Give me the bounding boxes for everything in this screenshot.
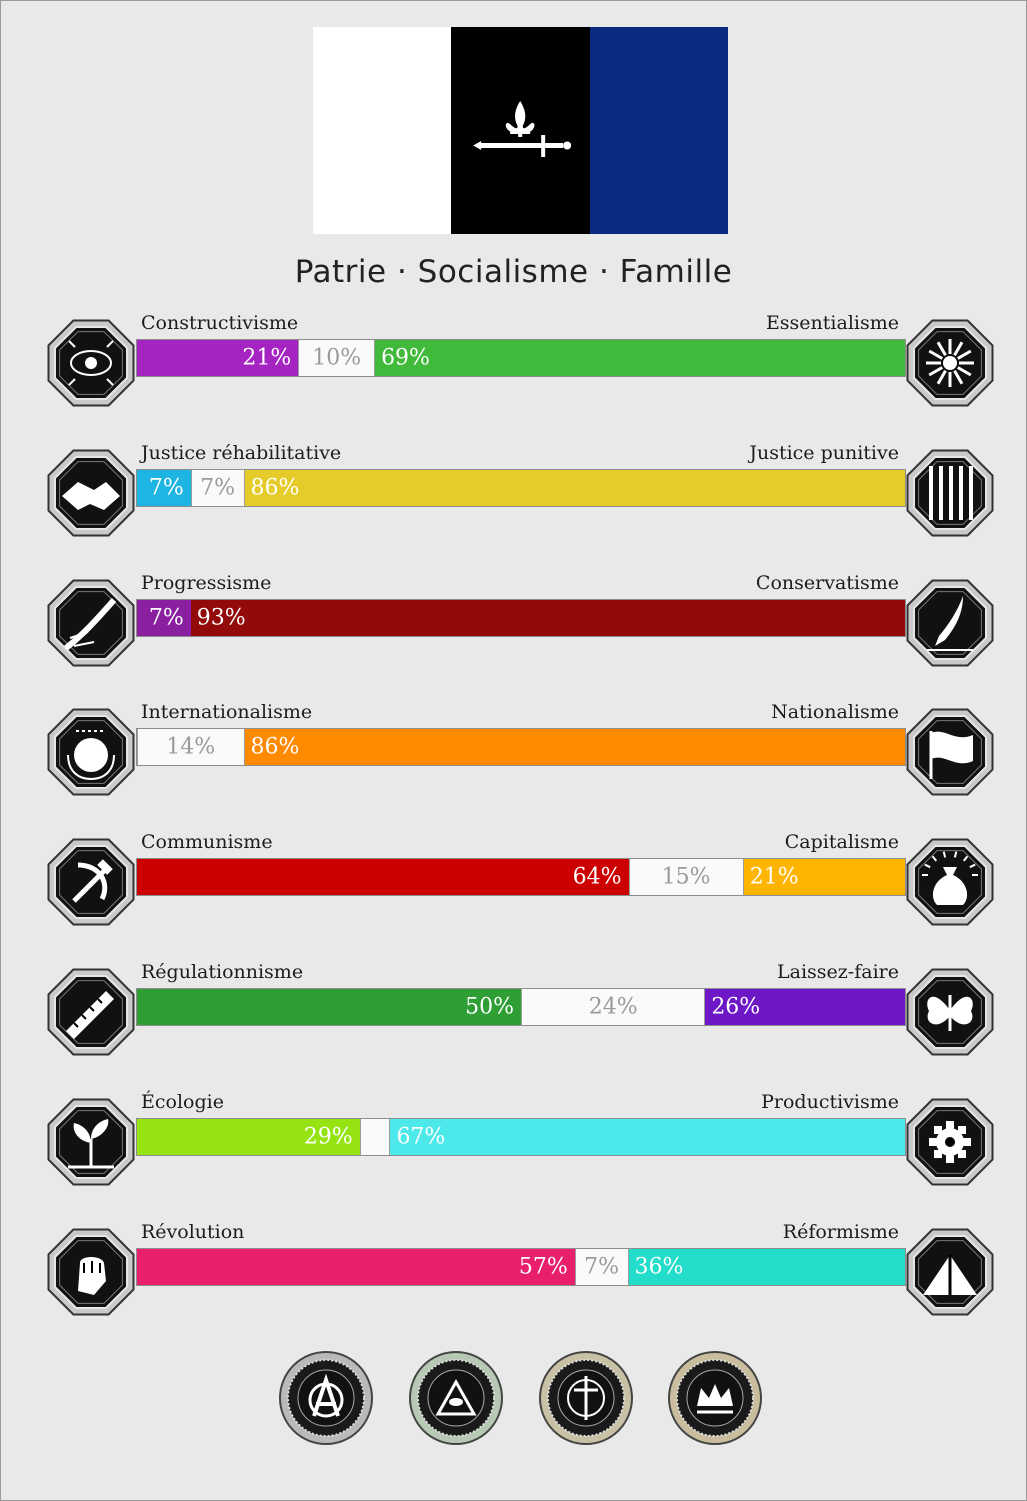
axis-bar [136,1118,906,1156]
bar-segment-center-value: 14% [166,734,216,760]
fist-icon [44,1225,138,1319]
bar-segment-right-value: 36% [634,1254,684,1280]
bar-segment-left [137,989,521,1025]
axis-right-label: Réformisme [782,1220,899,1243]
gear-icon [903,1095,997,1189]
bar-segment-right-value: 69% [381,345,430,371]
bar-segment-left [137,1119,360,1155]
bar-segment-right [375,340,905,376]
axis-bar [136,599,906,637]
bar-segment-right-value: 86% [250,475,300,501]
axis-row [0,831,1027,931]
axis-row [0,701,1027,801]
bar-segment-right [191,600,905,636]
quill-icon [903,576,997,670]
page-title: Patrie · Socialisme · Famille [294,254,733,290]
bar-segment-left-value: 50% [465,994,514,1020]
bar-segment-left-value: 7% [148,605,184,631]
axis-bar [136,339,906,377]
bar-segment-left [137,859,629,895]
bar-segment-left [137,1249,575,1285]
bar-segment-center-value: 7% [200,475,236,501]
axis-bar [136,728,906,766]
compass-cross-seal-icon [538,1350,634,1446]
axis-row [0,961,1027,1061]
bar-segment-center [298,340,375,376]
axis-row [0,1091,1027,1191]
bar-segment-center-value: 15% [661,864,711,890]
bar-segment-right [245,729,905,765]
comet-icon [44,576,138,670]
bar-segment-center [521,989,705,1025]
bar-segment-right [629,1249,905,1285]
bar-segment-right-value: 93% [196,605,246,631]
handshake-icon [44,446,138,540]
axis-row [0,1221,1027,1321]
hammer-sickle-icon [44,835,138,929]
flag-stripe-left [313,27,451,234]
bar-segment-center [360,1119,391,1155]
crown-seal-icon [667,1350,763,1446]
globe-icon [44,705,138,799]
axis-row [0,572,1027,672]
bar-segment-right [390,1119,905,1155]
axis-row [0,442,1027,542]
bar-segment-center-value: 7% [584,1254,620,1280]
axis-right-label: Essentialisme [765,312,899,334]
bar-segment-center [629,859,744,895]
axis-left-label: Écologie [141,1090,224,1113]
axis-right-label: Capitalisme [784,831,899,854]
bar-segment-left-value: 7% [148,475,184,501]
axis-row [0,312,1027,412]
axis-left-label: Constructivisme [141,312,299,334]
bar-segment-left-value: 64% [572,864,622,890]
axis-right-label: Laissez-faire [777,961,899,983]
bar-segment-left [137,340,298,376]
axis-left-label: Révolution [141,1220,245,1243]
axis-right-label: Nationalisme [771,701,899,724]
flag-stripe-center [451,27,589,234]
anarchy-seal-icon [278,1350,374,1446]
axis-left-label: Justice réhabilitative [141,441,342,464]
bar-segment-right [245,470,905,506]
bar-segment-right-value: 21% [749,864,799,890]
axis-left-label: Communisme [141,831,273,854]
bar-segment-left [137,600,191,636]
butterfly-icon [903,965,997,1059]
axis-bar [136,858,906,896]
axis-left-label: Internationalisme [141,701,313,724]
bar-segment-center-value: 10% [312,345,362,371]
badge-row [0,1350,1027,1446]
eye-icon [44,316,138,410]
axis-right-label: Productivisme [761,1090,899,1113]
fleur-de-lis-sword-icon [451,27,589,234]
ruler-icon [44,965,138,1059]
money-bag-icon [903,835,997,929]
flag-icon [903,705,997,799]
axis-left-label: Régulationnisme [141,961,304,983]
axis-right-label: Conservatisme [755,571,899,594]
bar-segment-left [137,470,191,506]
axis-bar [136,988,906,1026]
flag-stripe-right [590,27,728,234]
flower-icon [903,316,997,410]
axis-bar [136,1248,906,1286]
bar-segment-center [575,1249,629,1285]
tent-icon [903,1225,997,1319]
axis-left-label: Progressisme [141,571,272,594]
sprout-icon [44,1095,138,1189]
bar-segment-center [137,729,245,765]
axis-bar [136,469,906,507]
all-seeing-eye-seal-icon [408,1350,504,1446]
bar-segment-right-value: 26% [711,994,761,1020]
bar-segment-center [191,470,245,506]
bar-segment-left-value: 57% [518,1254,568,1280]
bar-segment-right [744,859,905,895]
bar-segment-left-value: 29% [303,1124,353,1150]
bar-segment-center-value: 24% [588,994,638,1020]
flag [313,27,728,234]
prison-bars-icon [903,446,997,540]
axis-right-label: Justice punitive [749,441,899,464]
bar-segment-right-value: 86% [250,734,300,760]
bar-segment-left-value: 21% [242,345,292,371]
bar-segment-right [705,989,905,1025]
bar-segment-right-value: 67% [396,1124,446,1150]
